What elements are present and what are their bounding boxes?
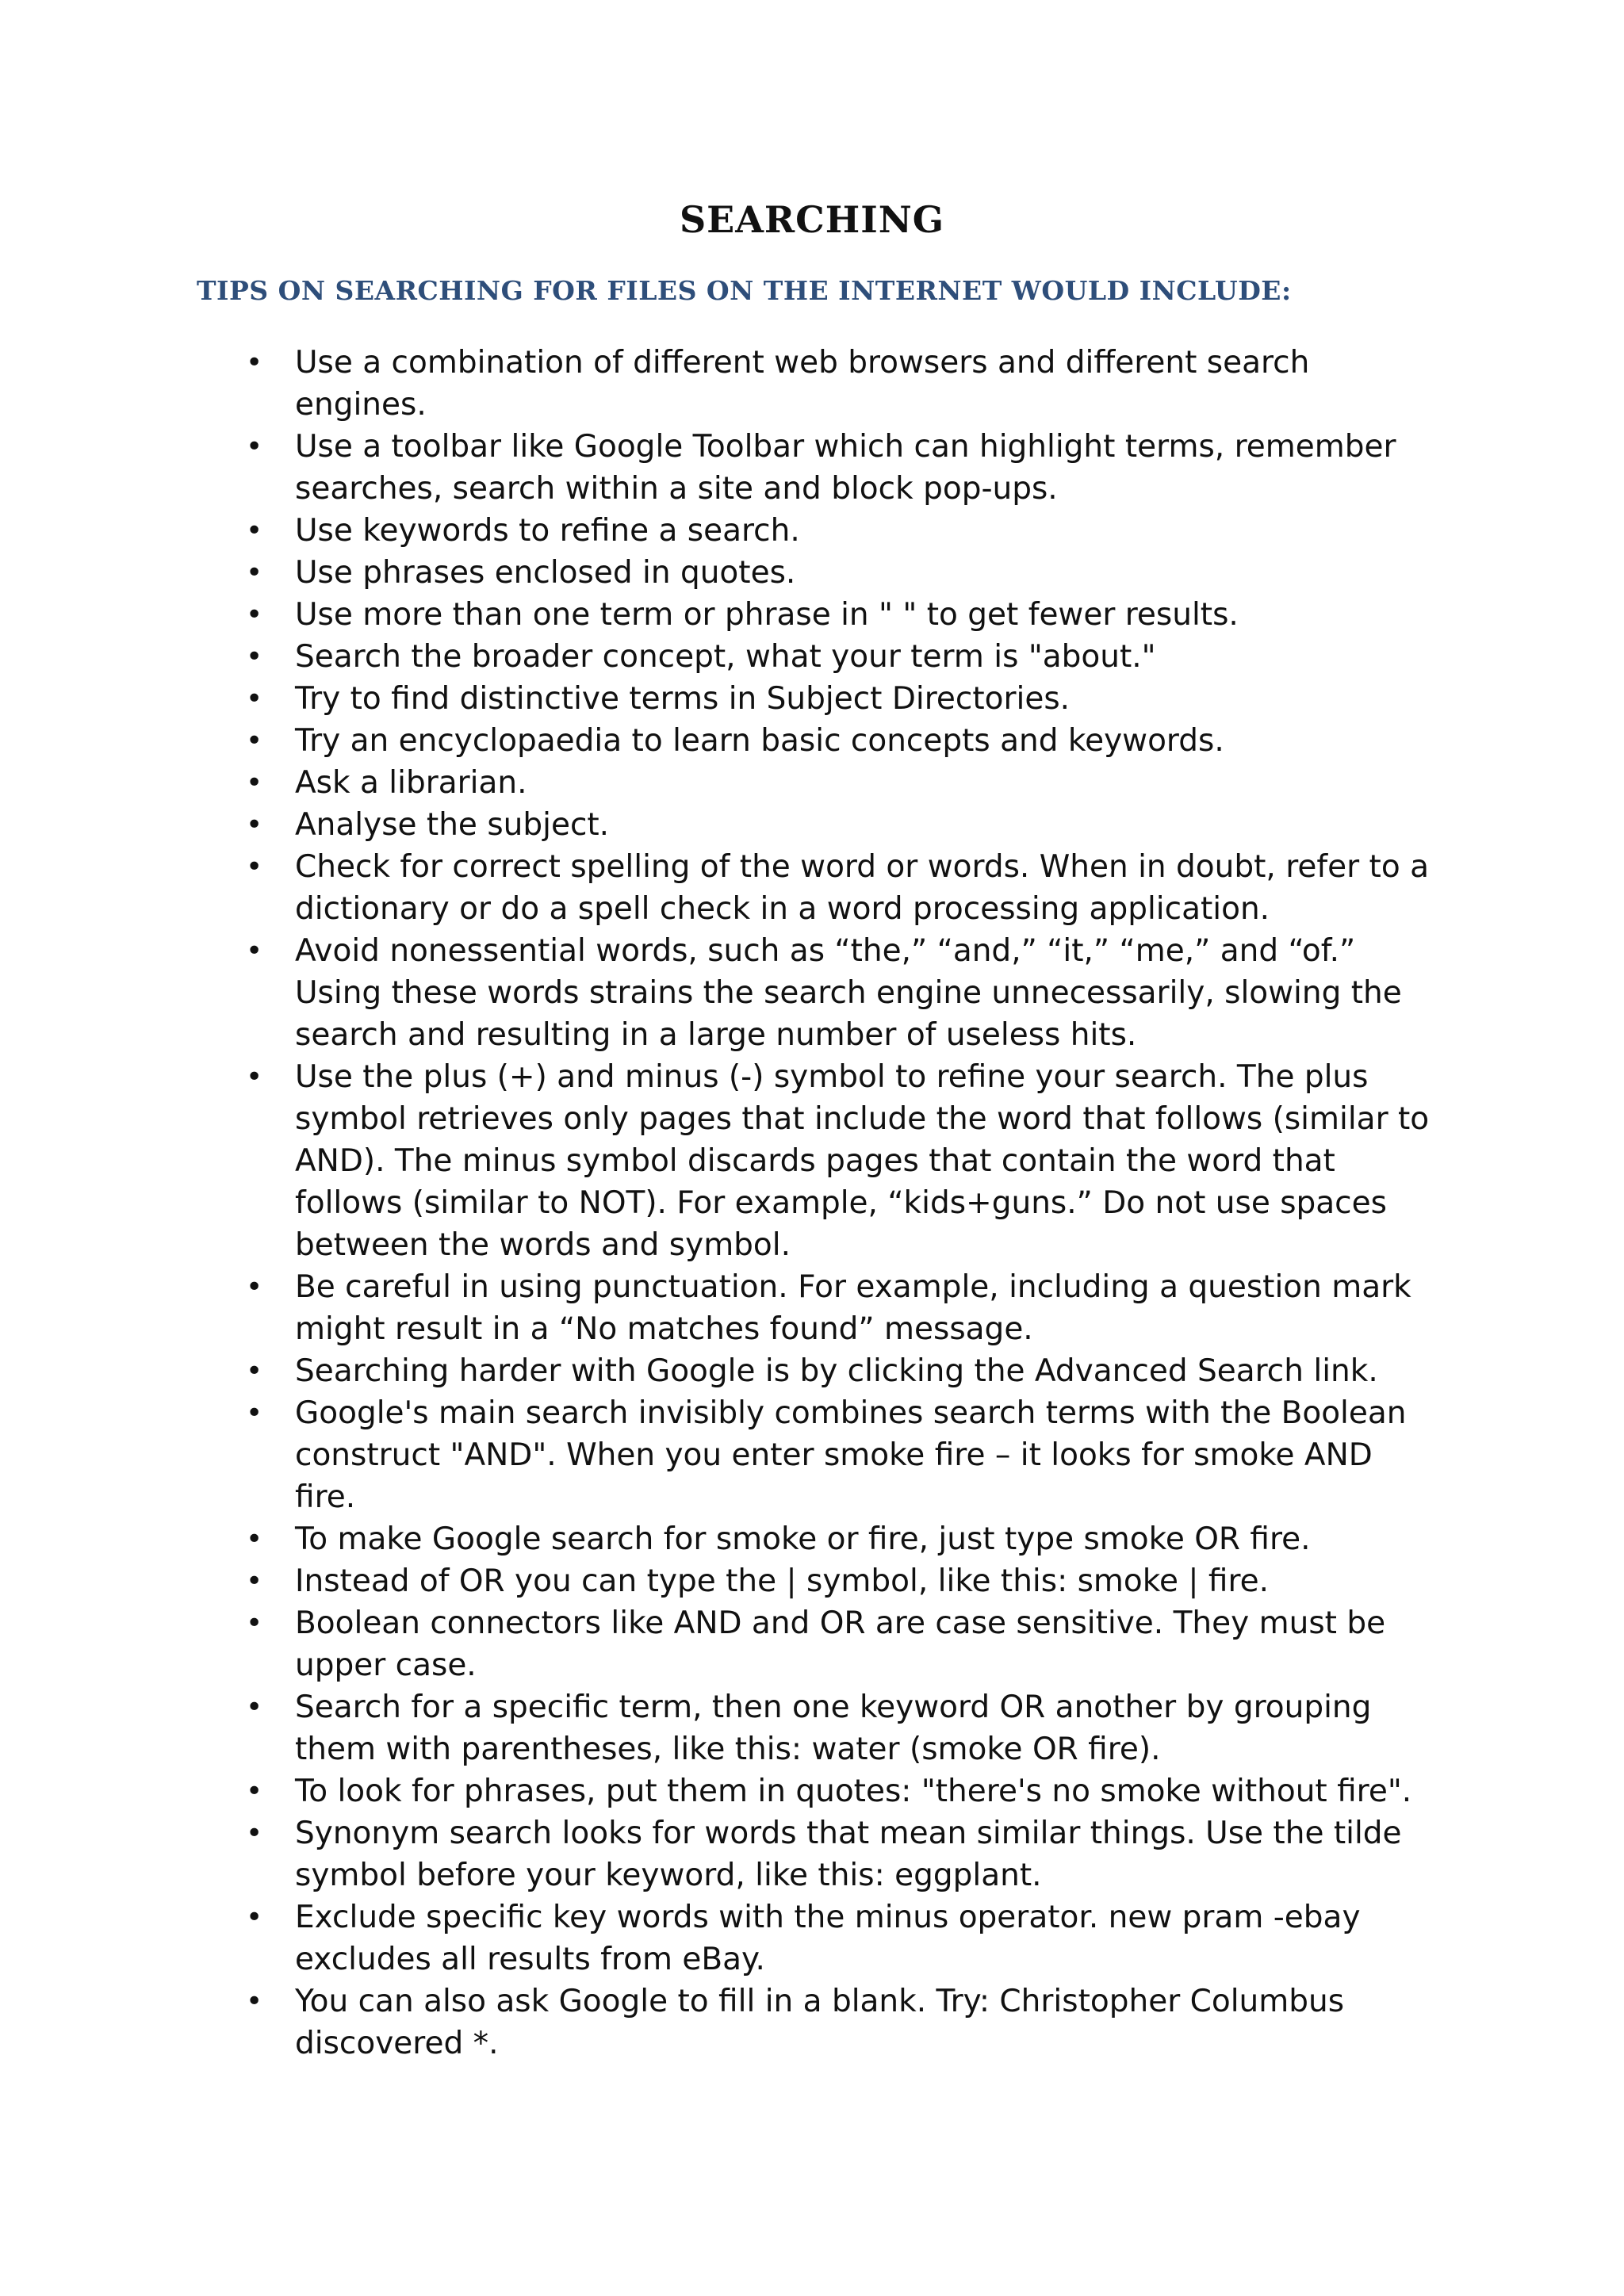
tip-text: Try an encyclopaedia to learn basic concepts and keywords. <box>295 723 1224 759</box>
bullet-icon: • <box>246 1775 263 1808</box>
tip-item <box>246 804 1435 846</box>
tip-item <box>246 1392 1435 1518</box>
bullet-icon: • <box>246 725 263 757</box>
tip-item <box>246 1056 1435 1266</box>
bullet-icon: • <box>246 1355 263 1387</box>
tip-text: Exclude specific key words with the minus operator. new pram -ebay excludes all results from eBay. <box>295 1900 1361 1977</box>
bullet-icon: • <box>246 1985 263 2018</box>
tip-item <box>246 930 1435 1056</box>
bullet-icon: • <box>246 935 263 967</box>
bullet-icon: • <box>246 430 263 463</box>
tip-text: Google's main search invisibly combines search terms with the Boolean construct "AND". When you enter smoke fire – it looks for smoke AND fire. <box>295 1395 1407 1515</box>
tip-item <box>246 594 1435 636</box>
bullet-icon: • <box>246 1061 263 1093</box>
bullet-icon: • <box>246 515 263 547</box>
tip-item <box>246 1560 1435 1602</box>
tip-text: Use a toolbar like Google Toolbar which can highlight terms, remember searches, search within a site and block pop-ups. <box>295 429 1396 507</box>
bullet-icon: • <box>246 1565 263 1598</box>
bullet-icon: • <box>246 767 263 799</box>
bullet-icon: • <box>246 683 263 715</box>
bullet-icon: • <box>246 851 263 883</box>
tip-text: To make Google search for smoke or fire, just type smoke OR fire. <box>295 1521 1311 1557</box>
tip-text: Use keywords to refine a search. <box>295 513 800 549</box>
tip-text: Searching harder with Google is by clicking the Advanced Search link. <box>295 1353 1378 1389</box>
bullet-icon: • <box>246 809 263 841</box>
bullet-icon: • <box>246 641 263 673</box>
bullet-icon: • <box>246 599 263 631</box>
tip-text: Try to find distinctive terms in Subject Directories. <box>295 681 1071 717</box>
tip-item <box>246 1266 1435 1350</box>
bullet-icon: • <box>246 557 263 589</box>
page-title: SEARCHING <box>679 198 945 241</box>
tip-text: To look for phrases, put them in quotes: "there's no smoke without fire". <box>295 1774 1412 1809</box>
tip-text: Use phrases enclosed in quotes. <box>295 555 796 591</box>
tip-item <box>246 1770 1435 1812</box>
tip-item <box>246 1980 1435 2064</box>
tip-item <box>246 1602 1435 1686</box>
tip-item <box>246 1812 1435 1896</box>
tip-text: Instead of OR you can type the | symbol, like this: smoke | fire. <box>295 1563 1270 1599</box>
tip-text: Analyse the subject. <box>295 807 610 843</box>
tip-item <box>246 1518 1435 1560</box>
tip-item <box>246 1350 1435 1392</box>
tip-item <box>246 426 1435 510</box>
tip-item <box>246 342 1435 426</box>
tip-item <box>246 1896 1435 1980</box>
tip-text: Ask a librarian. <box>295 765 527 801</box>
tip-item <box>246 846 1435 930</box>
tip-text: Use a combination of different web browsers and different search engines. <box>295 345 1310 423</box>
section-subtitle: TIPS ON SEARCHING FOR FILES ON THE INTERNET WOULD INCLUDE: <box>197 275 1292 306</box>
tip-text: Synonym search looks for words that mean similar things. Use the tilde symbol before your keyword, like this: eggplant. <box>295 1816 1402 1893</box>
tips-list <box>246 342 1435 2064</box>
bullet-icon: • <box>246 346 263 379</box>
tip-item <box>246 552 1435 594</box>
bullet-icon: • <box>246 1271 263 1303</box>
bullet-icon: • <box>246 1607 263 1640</box>
tip-item <box>246 636 1435 678</box>
bullet-icon: • <box>246 1901 263 1934</box>
tip-text: Boolean connectors like AND and OR are case sensitive. They must be upper case. <box>295 1605 1386 1683</box>
tip-text: You can also ask Google to fill in a blank. Try: Christopher Columbus discovered *. <box>295 1984 1345 2061</box>
tip-text: Be careful in using punctuation. For example, including a question mark might result in a “No matches found” message. <box>295 1269 1411 1347</box>
tip-item <box>246 762 1435 804</box>
tip-text: Use the plus (+) and minus (-) symbol to refine your search. The plus symbol retrieves only pages that include the word that follows (similar to AND). The minus symbol discards pages that contain the word that follows (similar to NOT). For example, “kids+guns.” Do not use spaces between the words and symbol. <box>295 1059 1430 1263</box>
tip-text: Search for a specific term, then one keyword OR another by grouping them with parentheses, like this: water (smoke OR fire). <box>295 1689 1372 1767</box>
bullet-icon: • <box>246 1817 263 1850</box>
tip-item <box>246 678 1435 720</box>
bullet-icon: • <box>246 1523 263 1556</box>
tip-text: Avoid nonessential words, such as “the,” “and,” “it,” “me,” and “of.” Using these words strains the search engine unnecessarily, slowing the search and resulting in a large number of useless hits. <box>295 933 1402 1053</box>
tip-item <box>246 720 1435 762</box>
bullet-icon: • <box>246 1397 263 1429</box>
tip-text: Check for correct spelling of the word or words. When in doubt, refer to a dictionary or do a spell check in a word processing application. <box>295 849 1429 927</box>
tip-text: Search the broader concept, what your term is "about." <box>295 639 1156 675</box>
tip-item <box>246 1686 1435 1770</box>
bullet-icon: • <box>246 1691 263 1724</box>
tip-text: Use more than one term or phrase in " " to get fewer results. <box>295 597 1239 633</box>
tip-item <box>246 510 1435 552</box>
